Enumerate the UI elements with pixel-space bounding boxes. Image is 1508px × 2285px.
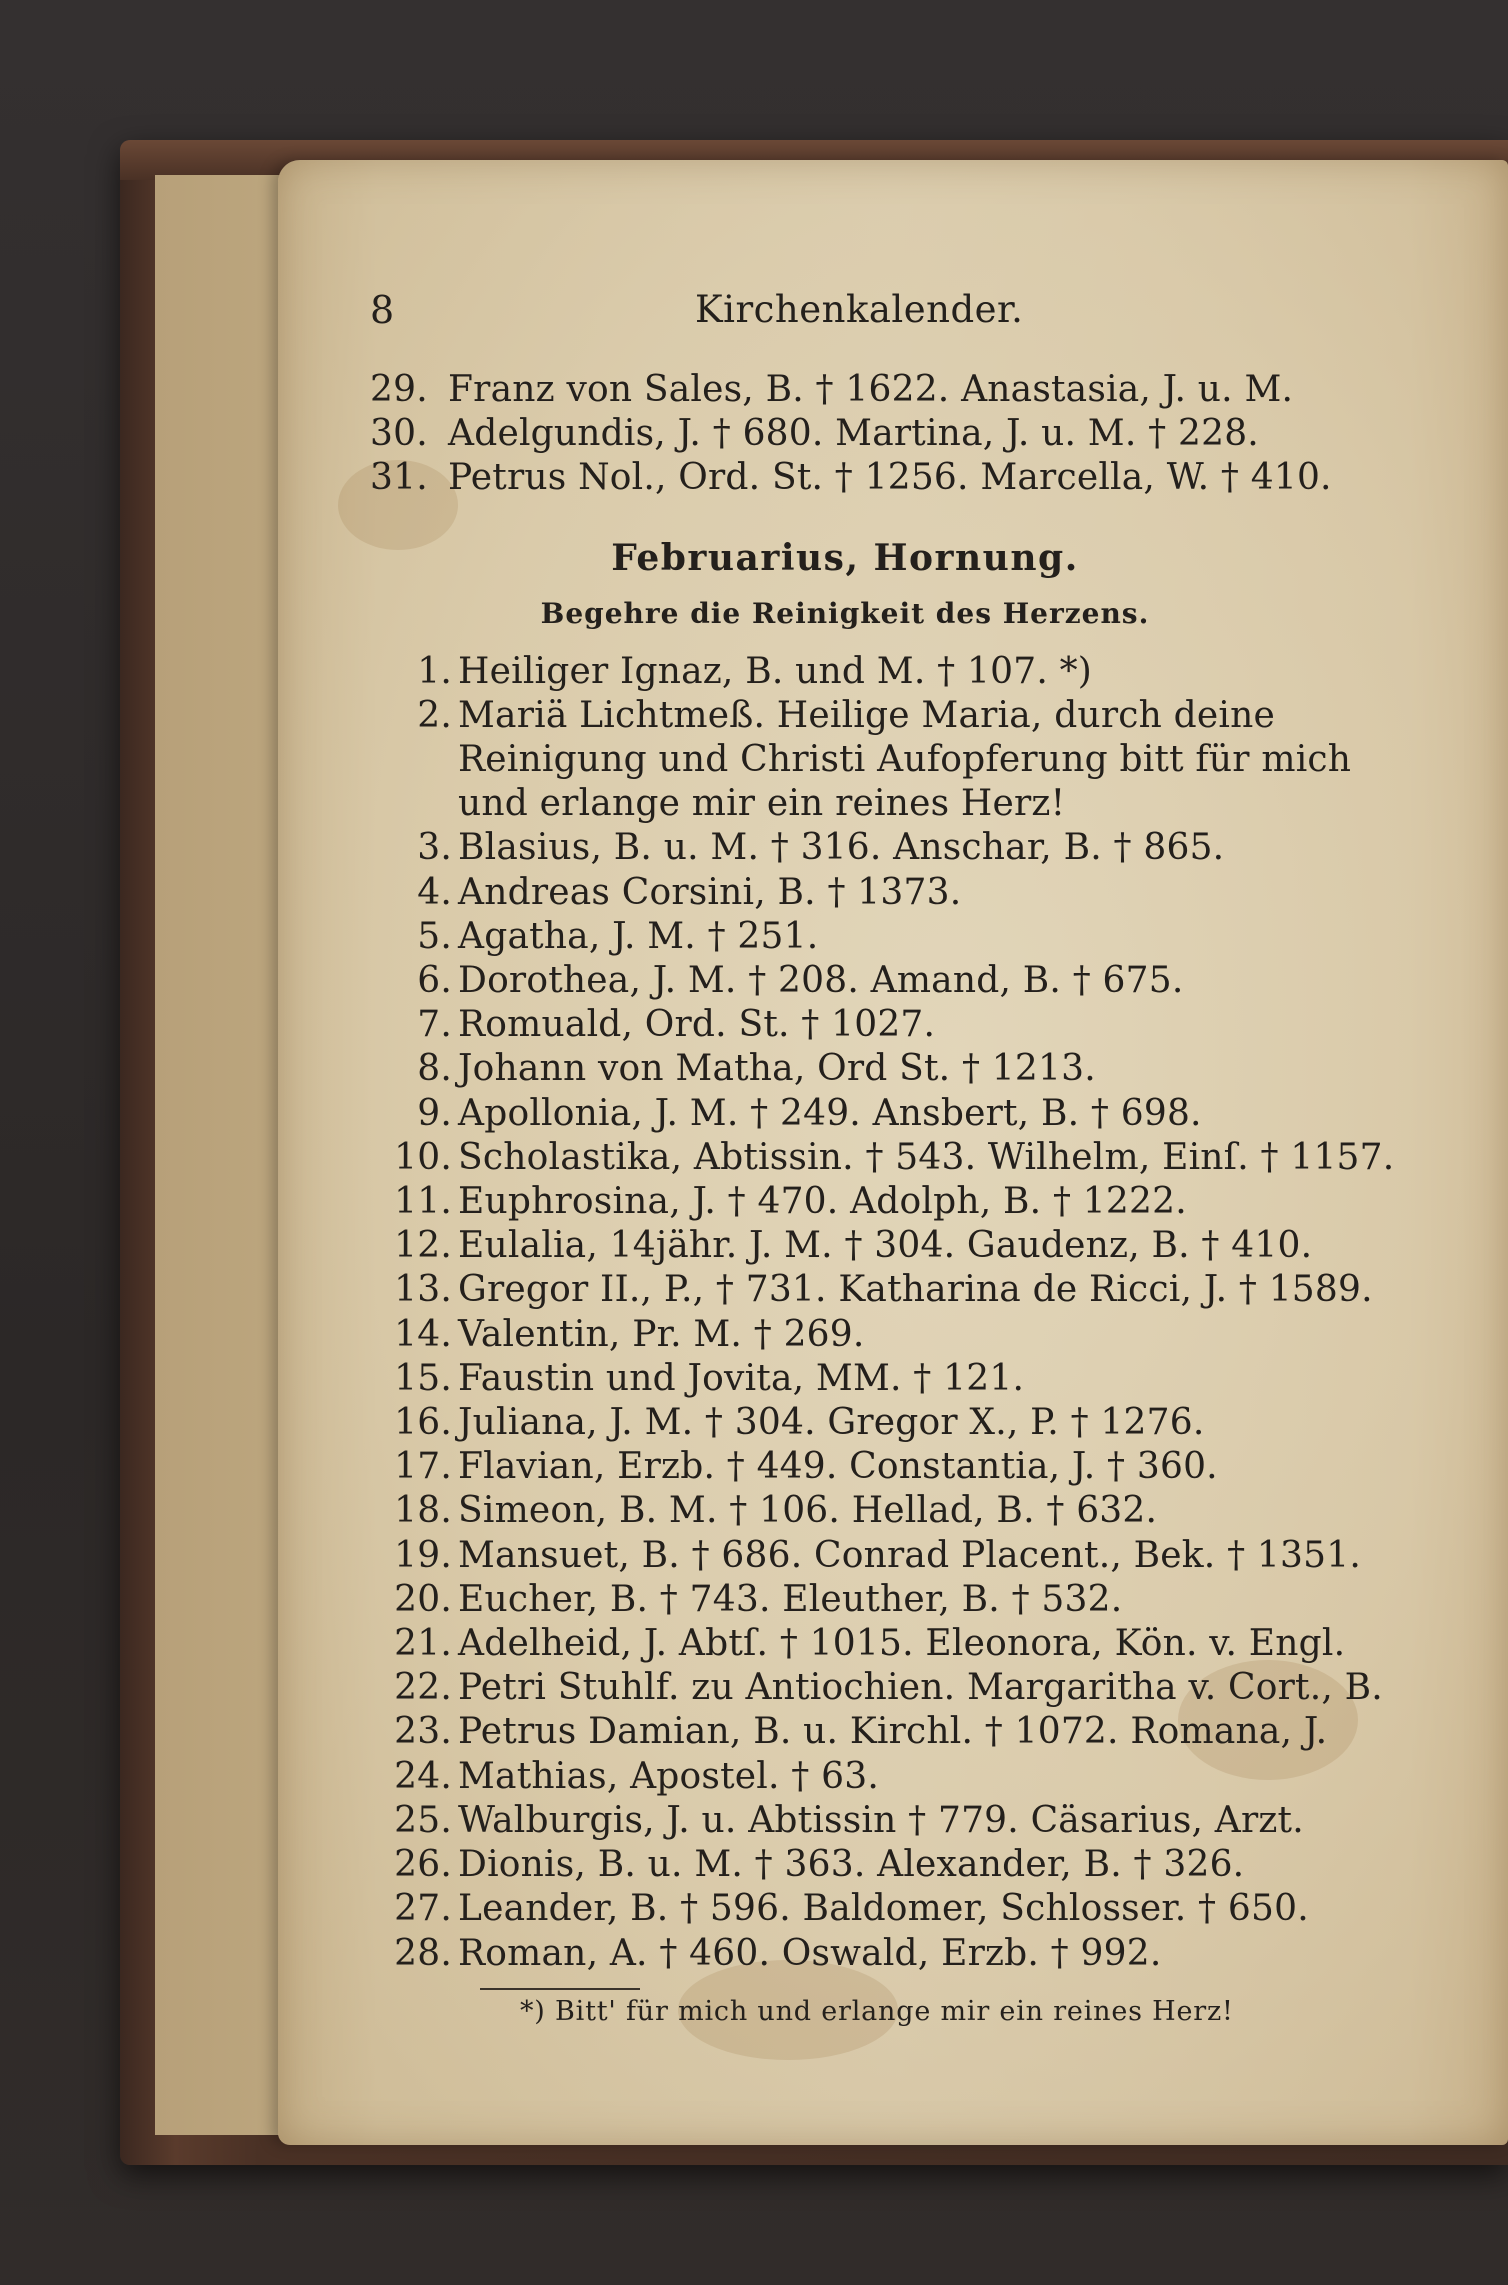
page-number: 8: [370, 288, 395, 332]
calendar-entry: [370, 1489, 1450, 1533]
entry-day-number: 8.: [417, 1048, 452, 1090]
calendar-entry: [370, 871, 1450, 915]
calendar-entry: [370, 1666, 1450, 1710]
entry-text: Dorothea, J. M. † 208. Amand, B. † 675.: [458, 960, 1184, 1002]
entry-text: Petrus Damian, B. u. Kirchl. † 1072. Romana, J.: [458, 1711, 1328, 1753]
entry-day-number: 7.: [417, 1004, 452, 1046]
entry-text: Romuald, Ord. St. † 1027.: [458, 1004, 936, 1046]
entry-day-number: 4.: [417, 871, 452, 913]
entry-text: Franz von Sales, B. † 1622. Anastasia, J. u. M.: [448, 369, 1294, 410]
entry-day-number: 22.: [394, 1667, 452, 1709]
calendar-entry: [370, 1268, 1450, 1312]
calendar-entry: [370, 1445, 1450, 1489]
calendar-entry: [370, 650, 1450, 694]
calendar-entry-continuation: [370, 782, 1450, 826]
entry-text: Eucher, B. † 743. Eleuther, B. † 532.: [458, 1578, 1123, 1620]
calendar-entry: [370, 959, 1450, 1003]
entry-day-number: 28.: [394, 1932, 452, 1974]
entry-text: Petri Stuhlf. zu Antiochien. Margaritha v. Cort., B.: [458, 1667, 1383, 1709]
calendar-entry: [370, 1799, 1450, 1843]
entry-text: Petrus Nol., Ord. St. † 1256. Marcella, W. † 410.: [448, 457, 1332, 499]
entry-text: Blasius, B. u. M. † 316. Anschar, B. † 865.: [458, 827, 1225, 869]
entry-day-number: 5.: [417, 915, 452, 957]
entry-day-number: 24.: [394, 1755, 452, 1797]
entry-day-number: 31.: [370, 457, 428, 499]
calendar-entry: [370, 1932, 1450, 1976]
footnote: *) Bitt' für mich und erlange mir ein reines Herz!: [520, 1995, 1234, 2027]
entry-text: Mariä Lichtmeß. Heilige Maria, durch deine: [458, 694, 1275, 736]
entry-day-number: 13.: [394, 1269, 452, 1311]
calendar-entry: [370, 1092, 1450, 1136]
entry-text: Heiliger Ignaz, B. und M. † 107. *): [458, 650, 1093, 692]
entry-day-number: 1.: [417, 650, 452, 692]
entry-day-number: 16.: [394, 1402, 452, 1444]
entry-day-number: 20.: [394, 1578, 452, 1620]
calendar-entry-continuation: [370, 738, 1450, 782]
entry-day-number: 27.: [394, 1888, 452, 1930]
entry-day-number: 3.: [417, 827, 452, 869]
entry-text: und erlange mir ein reines Herz!: [458, 783, 1066, 825]
calendar-entry: [370, 1887, 1450, 1931]
entry-text: Juliana, J. M. † 304. Gregor X., P. † 1276.: [458, 1402, 1205, 1444]
calendar-entry: [370, 1047, 1450, 1091]
calendar-entry: [370, 1534, 1450, 1578]
calendar-entry: [370, 915, 1450, 959]
entry-day-number: 19.: [394, 1534, 452, 1576]
calendar-entry: [370, 1136, 1450, 1180]
entry-text: Faustin und Jovita, MM. † 121.: [458, 1357, 1025, 1399]
entry-text: Eulalia, 14jähr. J. M. † 304. Gaudenz, B. † 410.: [458, 1225, 1313, 1267]
entry-text: Mansuet, B. † 686. Conrad Placent., Bek. † 1351.: [458, 1534, 1361, 1576]
month-motto: Begehre die Reinigkeit des Herzens.: [540, 596, 1150, 630]
book-page: [278, 160, 1508, 2145]
entry-text: Apollonia, J. M. † 249. Ansbert, B. † 698.: [458, 1092, 1202, 1134]
entry-text: Adelheid, J. Abtſ. † 1015. Eleonora, Kön. v. Engl.: [458, 1623, 1346, 1665]
calendar-entry: [370, 1180, 1450, 1224]
entry-day-number: 2.: [417, 694, 452, 736]
month-heading: Februarius, Hornung.: [611, 536, 1079, 579]
entry-text: Agatha, J. M. † 251.: [458, 915, 819, 957]
entry-text: Andreas Corsini, B. † 1373.: [458, 871, 962, 913]
entry-text: Flavian, Erzb. † 449. Constantia, J. † 360.: [458, 1446, 1218, 1488]
entry-text: Gregor II., P., † 731. Katharina de Ricci, J. † 1589.: [458, 1269, 1373, 1311]
calendar-entry: [370, 1224, 1450, 1268]
calendar-entry: [370, 694, 1450, 738]
calendar-entry: [370, 1710, 1450, 1754]
entry-day-number: 6.: [417, 960, 452, 1002]
entry-text: Johann von Matha, Ord St. † 1213.: [458, 1048, 1096, 1090]
previous-month-entries: [370, 368, 1450, 501]
entry-day-number: 9.: [417, 1092, 452, 1134]
entry-day-number: 29.: [370, 369, 428, 410]
entry-text: Leander, B. † 596. Baldomer, Schlosser. † 650.: [458, 1888, 1309, 1930]
entry-text: Dionis, B. u. M. † 363. Alexander, B. † 326.: [458, 1844, 1245, 1886]
entry-text: Reinigung und Christi Aufopferung bitt für mich: [458, 739, 1352, 781]
calendar-entry: [370, 1003, 1450, 1047]
entry-text: Roman, A. † 460. Oswald, Erzb. † 992.: [458, 1932, 1162, 1974]
entry-text: Scholastika, Abtissin. † 543. Wilhelm, Einſ. † 1157.: [458, 1136, 1395, 1178]
entry-day-number: 17.: [394, 1446, 452, 1488]
calendar-entry: [370, 1578, 1450, 1622]
entry-text: Walburgis, J. u. Abtissin † 779. Cäsarius, Arzt.: [458, 1799, 1304, 1841]
calendar-entries: [370, 650, 1450, 1976]
calendar-entry: [370, 1755, 1450, 1799]
calendar-entry: [370, 826, 1450, 870]
entry-day-number: 25.: [394, 1799, 452, 1841]
page-header: [370, 288, 1450, 346]
entry-day-number: 14.: [394, 1313, 452, 1355]
entry-text: Mathias, Apostel. † 63.: [458, 1755, 879, 1797]
entry-text: Adelgundis, J. † 680. Martina, J. u. M. † 228.: [448, 413, 1259, 455]
entry-day-number: 30.: [370, 413, 428, 455]
entry-day-number: 23.: [394, 1711, 452, 1753]
calendar-entry: [370, 1843, 1450, 1887]
page-text-block: [370, 288, 1450, 2027]
running-head: Kirchenkalender.: [695, 288, 1024, 331]
previous-entry: [370, 456, 1450, 500]
footnote-rule: [480, 1988, 640, 1990]
calendar-entry: [370, 1313, 1450, 1357]
entry-day-number: 26.: [394, 1844, 452, 1886]
entry-day-number: 10.: [394, 1136, 452, 1178]
entry-day-number: 11.: [394, 1181, 452, 1223]
entry-text: Euphrosina, J. † 470. Adolph, B. † 1222.: [458, 1181, 1187, 1223]
calendar-entry: [370, 1401, 1450, 1445]
entry-day-number: 21.: [394, 1623, 452, 1665]
calendar-entry: [370, 1357, 1450, 1401]
entry-day-number: 12.: [394, 1225, 452, 1267]
entry-day-number: 18.: [394, 1490, 452, 1532]
previous-entry: [370, 368, 1450, 412]
entry-text: Valentin, Pr. M. † 269.: [458, 1313, 865, 1355]
entry-day-number: 15.: [394, 1357, 452, 1399]
previous-entry: [370, 412, 1450, 456]
entry-text: Simeon, B. M. † 106. Hellad, B. † 632.: [458, 1490, 1158, 1532]
calendar-entry: [370, 1622, 1450, 1666]
